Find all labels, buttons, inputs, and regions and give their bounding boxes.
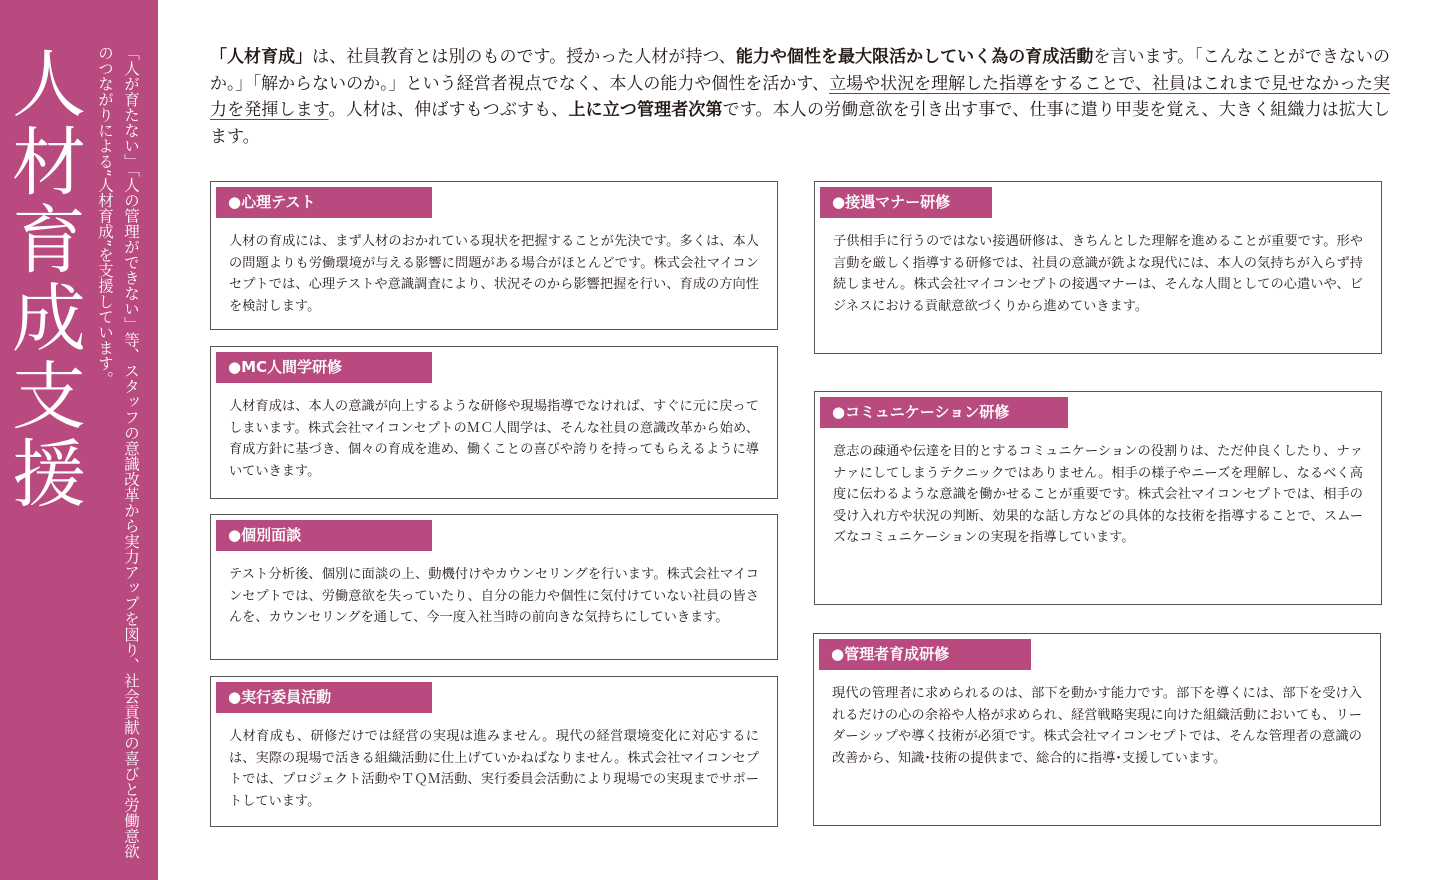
card-manner-training: [814, 181, 1382, 354]
card-committee-body: 人材育成も、研修だけでは経営の実現は進みません。現代の経営環境変化に対応するには、実際の現場で活きる組織活動に仕上げていかねばなりません。株式会社マイコンセプトでは、プロジェクト活動やＴＱＭ活動、実行委員会活動により現場での実現までサポートしています。: [229, 729, 759, 809]
side-description: 「人が育たない」「人の管理ができない」等、スタッフの意識改革から実力アップを図り、社会貢献の喜びと労働意欲のつながりによる“人材育成”を支援しています。: [96, 45, 140, 859]
intro-term: 「人材育成」: [210, 47, 313, 67]
intro-text-4: です。本人の労働意欲を引き出す事で、仕事に遣り甲斐を覚え、大きく組織力は拡大します。: [210, 100, 1391, 147]
card-manner-training-body: 子供相手に行うのではない接遇研修は、きちんとした理解を進めることが重要です。形や言動を厳しく指導する研修では、社員の意識が銑よな現代には、本人の気持ちが入らず持続しません。株式会社マイコンセプトの接遇マナーは、そんな人間としての心遣いや、ビジネスにおける貢献意欲づくりから進めていきます。: [833, 234, 1363, 314]
card-interview-title: ●個別面談: [216, 520, 432, 551]
card-interview-body: テスト分析後、個別に面談の上、動機付けやカウンセリングを行います。株式会社マイコンセプトでは、労働意欲を失っていたり、自分の能力や個性に気付けていない社員の皆さんを、カウンセリングを通して、今一度入社当時の前向きな気持ちにしていきます。: [229, 567, 759, 625]
side-title: 人材育成支援: [0, 45, 86, 513]
card-manager-training-body: 現代の管理者に求められるのは、部下を動かす能力です。部下を導くには、部下を受け入れるだけの心の余裕や人格が求められ、経営戦略実現に向けた組織活動においても、リーダーシップや導く技術が必須です。株式会社マイコンセプトでは、そんな管理者の意識の改善から、知識･技術の提供まで、総合的に指導･支援しています。: [832, 686, 1362, 766]
card-committee: [210, 676, 778, 827]
card-committee-title: ●実行委員活動: [216, 682, 432, 713]
side-band: [0, 0, 158, 880]
card-communication-training-body: 意志の疎通や伝達を目的とするコミュニケーションの役割りは、ただ仲良くしたり、ナァナァにしてしまうテクニックではありません。相手の様子やニーズを理解し、なるべく高度に伝わるような意識を働かせることが重要です。株式会社マイコンセプトでは、相手の受け入れ方や状況の判断、効果的な話し方などの具体的な技術を指導することで、スムーズなコミュニケーションの実現を指導しています。: [833, 444, 1363, 545]
card-manner-training-title: ●接遇マナー研修: [820, 187, 992, 218]
intro-text-1: は、社員教育とは別のものです。授かった人材が持つ、: [312, 47, 736, 67]
intro-paragraph: [210, 44, 1390, 150]
card-mc-training: [210, 346, 778, 499]
intro-emphasis-1: 能力や個性を最大限活かしていく為の育成活動: [735, 47, 1094, 67]
card-manager-training: [813, 633, 1381, 826]
card-communication-training: [814, 391, 1382, 605]
card-psych-test-title: ●心理テスト: [216, 187, 432, 218]
card-communication-training-title: ●コミュニケーション研修: [820, 397, 1068, 428]
intro-underline: 立場や状況を理解した指導をすることで、社員はこれまで見せなかった実力を発揮します: [210, 73, 1390, 120]
card-psych-test: [210, 181, 778, 330]
intro-emphasis-2: 上に立つ管理者次第: [568, 100, 723, 120]
card-manager-training-title: ●管理者育成研修: [819, 639, 1031, 670]
intro-text-2: を言います。「こんなことができないのか。」「解からないのか。」という経営者視点でなく、本人の能力や個性を活かす、: [210, 47, 1391, 94]
intro-text-3: 。人材は、伸ばすもつぶすも、: [328, 100, 569, 120]
card-mc-training-body: 人材育成は、本人の意識が向上するような研修や現場指導でなければ、すぐに元に戻ってしまいます。株式会社マイコンセプトのＭＣ人間学は、そんな社員の意識改革から始め、育成方針に基づき、個々の育成を進め、働くことの喜びや誇りを持ってもらえるように導いていきます。: [229, 399, 759, 479]
card-mc-training-title: ●MC人間学研修: [216, 352, 432, 383]
card-psych-test-body: 人材の育成には、まず人材のおかれている現状を把握することが先決です。多くは、本人の問題よりも労働環境が与える影響に問題がある場合がほとんどです。株式会社マイコンセプトでは、心理テストや意識調査により、状況そのから影響把握を行い、育成の方向性を検討します。: [229, 234, 759, 314]
card-interview: [210, 514, 778, 660]
